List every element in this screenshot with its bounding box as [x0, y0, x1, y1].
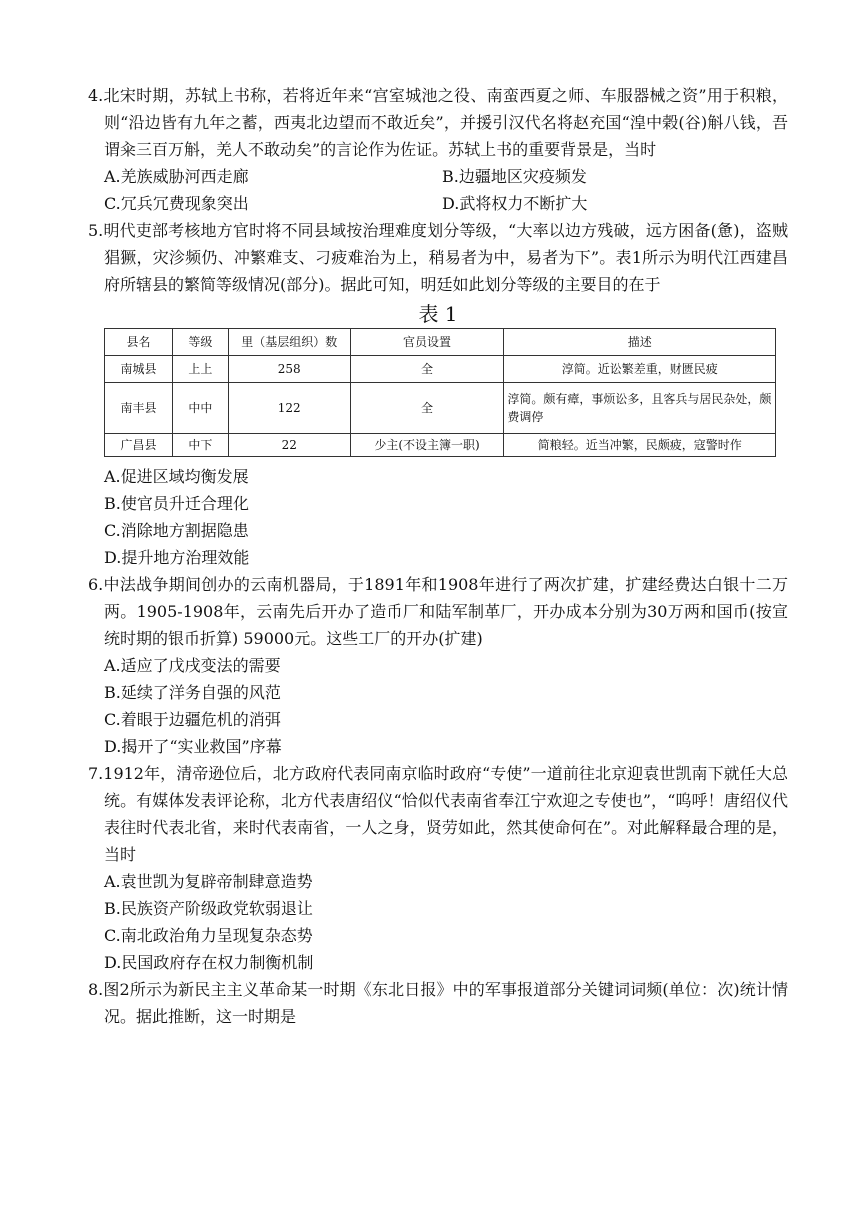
- question-7-stem: 7.1912年，清帝逊位后，北方政府代表同南京临时政府“专使”一道前往北京迎袁世凯南下就任大总统。有媒体发表评论称，北方代表唐绍仪“恰似代表南省奉江宁欢迎之专使也”，“呜呼！唐绍仪代表往时代表北省，来时代表南省，一人之身，贤劳如此，然其使命何在”。对此解释最合理的是，当时: [88, 764, 788, 864]
- question-4-stem: 4.北宋时期，苏轼上书称，若将近年来“宫室城池之役、南蛮西夏之师、车服器械之资”用于积粮，则“沿边皆有九年之蓄，西夷北边望而不敢近矣”，并援引汉代名将赵充国“湟中榖(谷)斛八钱，吾谓籴三百万斛，羌人不敢动矣”的言论作为佐证。苏轼上书的重要背景是，当时: [88, 86, 788, 159]
- table-row: [105, 356, 776, 383]
- option-b[interactable]: B.使官员升迁合理化: [104, 494, 249, 513]
- option-c[interactable]: C.消除地方割据隐患: [104, 521, 249, 540]
- option-a[interactable]: A.袁世凯为复辟帝制肆意造势: [104, 872, 313, 891]
- question-5-stem: 5.明代吏部考核地方官时将不同县域按治理难度划分等级，“大率以边方残破，远方困备(惫)，盗贼猖獗，灾沴频仍、冲繁难支、刁疲难治为上，稍易者为中，易者为下”。表1所示为明代江西建昌府所辖县的繁简等级情况(部分)。据此可知，明廷如此划分等级的主要目的在于: [88, 221, 788, 294]
- table-header: 描述: [504, 329, 776, 356]
- table-cell: 中下: [172, 434, 228, 457]
- table-cell: 简粮轻。近当冲繁，民颇疲，寇警时作: [504, 434, 776, 457]
- option-b[interactable]: B.民族资产阶级政党软弱退让: [104, 899, 313, 918]
- option-a[interactable]: A.适应了戊戌变法的需要: [104, 656, 281, 675]
- table-row: [105, 383, 776, 434]
- option-d[interactable]: D.武将权力不断扩大: [442, 194, 588, 213]
- question-4: [88, 82, 788, 217]
- table-cell: 全: [350, 356, 504, 383]
- option-d[interactable]: D.民国政府存在权力制衡机制: [104, 953, 314, 972]
- table-header: 官员设置: [350, 329, 504, 356]
- table-header-row: [105, 329, 776, 356]
- table-cell: 南城县: [105, 356, 173, 383]
- table-cell: 258: [228, 356, 350, 383]
- option-a[interactable]: A.促进区域均衡发展: [104, 467, 249, 486]
- question-6-stem: 6.中法战争期间创办的云南机器局，于1891年和1908年进行了两次扩建，扩建经费达白银十二万两。1905-1908年，云南先后开办了造币厂和陆军制革厂，开办成本分别为30万两和国币(按宣统时期的银币折算) 59000元。这些工厂的开办(扩建): [88, 575, 788, 648]
- question-8: [88, 976, 788, 1030]
- option-b[interactable]: B.边疆地区灾疫频发: [442, 167, 587, 186]
- table-cell: 广昌县: [105, 434, 173, 457]
- question-7: [88, 760, 788, 976]
- table-cell: 122: [228, 383, 350, 434]
- option-d[interactable]: D.提升地方治理效能: [104, 548, 250, 567]
- table-header: 里（基层组织）数: [228, 329, 350, 356]
- county-table: [104, 328, 776, 457]
- table-cell: 上上: [172, 356, 228, 383]
- option-c[interactable]: C.南北政治角力呈现复杂态势: [104, 926, 313, 945]
- option-b[interactable]: B.延续了洋务自强的风范: [104, 683, 281, 702]
- table-cell: 南丰县: [105, 383, 173, 434]
- table-cell: 淳简。颇有瘴，事烦讼多，且客兵与居民杂处，颇费调停: [504, 383, 776, 434]
- table-cell: 中中: [172, 383, 228, 434]
- exam-page: [88, 82, 788, 1030]
- table-row: [105, 434, 776, 457]
- option-a[interactable]: A.羌族威胁河西走廊: [104, 167, 249, 186]
- option-c[interactable]: C.冗兵冗费现象突出: [104, 194, 249, 213]
- option-c[interactable]: C.着眼于边疆危机的消弭: [104, 710, 281, 729]
- table-cell: 全: [350, 383, 504, 434]
- question-8-stem: 8.图2所示为新民主主义革命某一时期《东北日报》中的军事报道部分关键词词频(单位：次)统计情况。据此推断，这一时期是: [88, 980, 788, 1026]
- table-title: 表 1: [418, 302, 458, 326]
- question-6: [88, 571, 788, 760]
- table-cell: 淳简。近讼繁差重，财匮民疲: [504, 356, 776, 383]
- table-cell: 少主(不设主簿一职): [350, 434, 504, 457]
- table-header: 等级: [172, 329, 228, 356]
- table-cell: 22: [228, 434, 350, 457]
- option-d[interactable]: D.揭开了“实业救国”序幕: [104, 737, 282, 756]
- question-5: [88, 217, 788, 571]
- table-header: 县名: [105, 329, 173, 356]
